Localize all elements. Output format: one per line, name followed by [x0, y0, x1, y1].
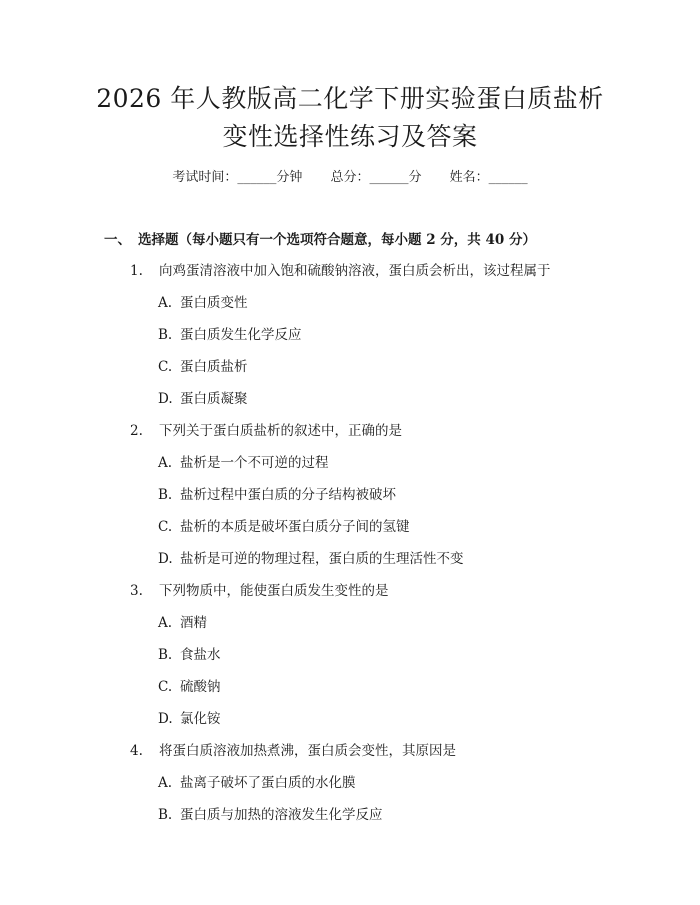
option-letter: D.	[158, 391, 173, 407]
question-3-option-b	[158, 647, 221, 663]
question-number: 1.	[130, 263, 143, 279]
question-number: 2.	[130, 423, 143, 439]
option-letter: C.	[158, 359, 173, 375]
option-text: 盐析过程中蛋白质的分子结构被破坏	[180, 487, 396, 503]
section-title: 选择题（每小题只有一个选项符合题意，每小题 2 分，共 40 分）	[138, 232, 536, 248]
option-letter: C.	[158, 679, 173, 695]
question-4-option-b	[158, 807, 383, 823]
document-title-line-2: 变性选择性练习及答案	[222, 122, 478, 151]
option-letter: D.	[158, 711, 173, 727]
section-header	[104, 232, 536, 248]
option-text: 蛋白质盐析	[180, 359, 248, 375]
option-text: 盐析的本质是破坏蛋白质分子间的氢键	[180, 519, 410, 535]
question-2-option-a	[158, 455, 329, 471]
option-text: 蛋白质变性	[180, 295, 248, 311]
question-2-option-d	[158, 551, 464, 567]
question-4	[130, 743, 456, 759]
question-3-option-d	[158, 711, 221, 727]
option-text: 硫酸钠	[180, 679, 221, 695]
question-2-option-c	[158, 519, 410, 535]
option-letter: B.	[158, 807, 173, 823]
option-letter: A.	[158, 455, 173, 471]
question-1-option-a	[158, 295, 248, 311]
option-text: 氯化铵	[180, 711, 221, 727]
question-number: 4.	[130, 743, 143, 759]
exam-info	[0, 170, 700, 186]
option-text: 食盐水	[180, 647, 221, 663]
question-text: 下列关于蛋白质盐析的叙述中，正确的是	[159, 423, 402, 439]
option-text: 盐离子破坏了蛋白质的水化膜	[180, 775, 356, 791]
question-1-option-d	[158, 391, 248, 407]
student-name-field: 姓名：______	[449, 170, 528, 185]
option-letter: C.	[158, 519, 173, 535]
option-text: 蛋白质发生化学反应	[180, 327, 302, 343]
question-text: 向鸡蛋清溶液中加入饱和硫酸钠溶液，蛋白质会析出，该过程属于	[159, 263, 551, 279]
section-number: 一、	[104, 232, 131, 248]
option-letter: D.	[158, 551, 173, 567]
option-text: 盐析是可逆的物理过程，蛋白质的生理活性不变	[180, 551, 464, 567]
question-1-option-b	[158, 327, 302, 343]
question-2	[130, 423, 402, 439]
question-text: 下列物质中，能使蛋白质发生变性的是	[159, 583, 389, 599]
question-text: 将蛋白质溶液加热煮沸，蛋白质会变性，其原因是	[159, 743, 456, 759]
total-score-field: 总分：______分	[330, 170, 422, 185]
option-text: 蛋白质凝聚	[180, 391, 248, 407]
question-1	[130, 263, 551, 279]
document-title-line-1: 2026 年人教版高二化学下册实验蛋白质盐析	[96, 84, 604, 113]
option-letter: B.	[158, 327, 173, 343]
question-3-option-c	[158, 679, 221, 695]
option-letter: A.	[158, 295, 173, 311]
question-4-option-a	[158, 775, 356, 791]
option-letter: B.	[158, 647, 173, 663]
question-3-option-a	[158, 615, 207, 631]
question-2-option-b	[158, 487, 396, 503]
option-letter: A.	[158, 775, 173, 791]
option-text: 酒精	[180, 615, 207, 631]
question-number: 3.	[130, 583, 143, 599]
question-1-option-c	[158, 359, 248, 375]
option-text: 盐析是一个不可逆的过程	[180, 455, 329, 471]
option-letter: A.	[158, 615, 173, 631]
exam-time-field: 考试时间：______分钟	[172, 170, 303, 185]
option-text: 蛋白质与加热的溶液发生化学反应	[180, 807, 383, 823]
question-3	[130, 583, 389, 599]
option-letter: B.	[158, 487, 173, 503]
